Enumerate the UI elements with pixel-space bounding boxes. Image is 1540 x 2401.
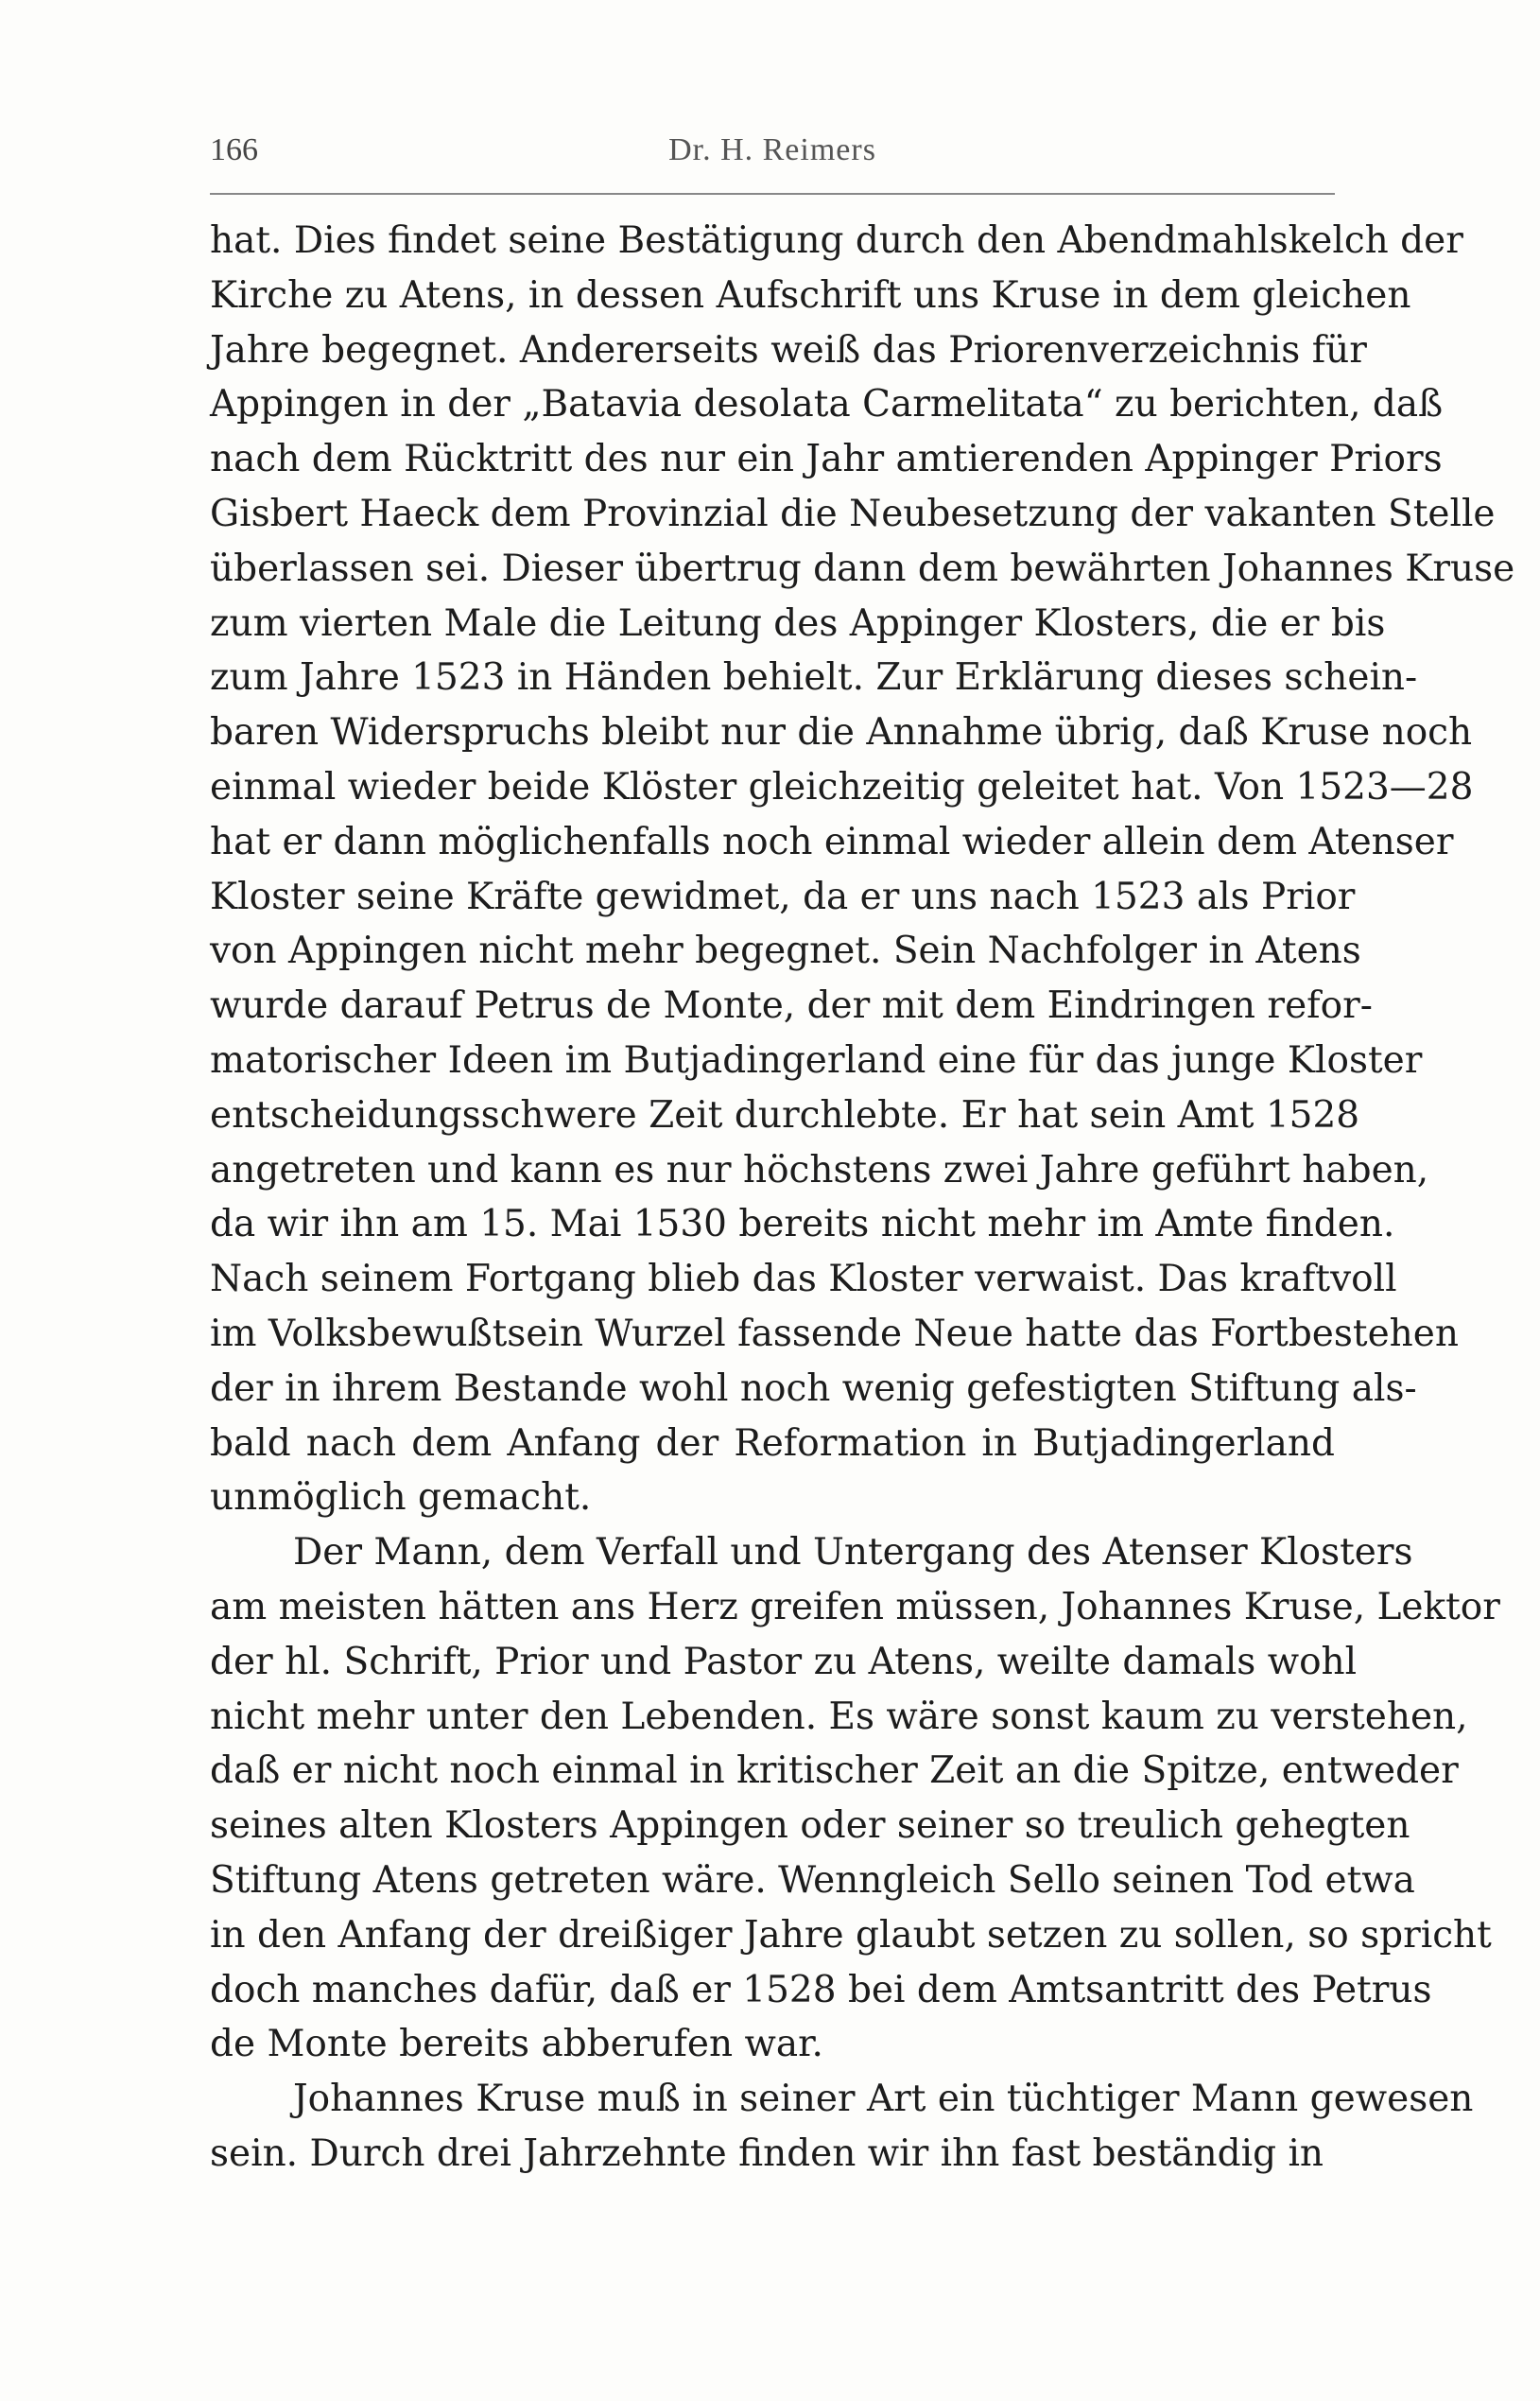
body-text [210,214,1515,2182]
text-line: hat. Dies findet seine Bestätigung durch den Abendmahlskelch der [210,219,1463,262]
text-line: überlassen sei. Dieser übertrug dann dem bewährten Johannes Kruse [210,547,1515,590]
text-line: unmöglich gemacht. [210,1476,592,1520]
text-line: am meisten hätten ans Herz greifen müssen, Johannes Kruse, Lektor [210,1585,1500,1628]
text-line: Der Mann, dem Verfall und Untergang des Atenser Klosters [293,1531,1413,1575]
text-line: wurde darauf Petrus de Monte, der mit dem Eindringen refor- [210,984,1373,1028]
running-head: Dr. H. Reimers [668,132,876,167]
text-line: im Volksbewußtsein Wurzel fassende Neue hatte das Fortbestehen [210,1312,1459,1355]
text-line: der hl. Schrift, Prior und Pastor zu Atens, weilte damals wohl [210,1640,1358,1683]
text-line: einmal wieder beide Klöster gleichzeitig geleitet hat. Von 1523—28 [210,765,1474,809]
text-line: in den Anfang der dreißiger Jahre glaubt setzen zu sollen, so spricht [210,1913,1492,1957]
text-line: sein. Durch drei Jahrzehnte finden wir ihn fast beständig in [210,2131,1324,2175]
text-line: angetreten und kann es nur höchstens zwei Jahre geführt haben, [210,1148,1429,1192]
text-line: entscheidungsschwere Zeit durchlebte. Er hat sein Amt 1528 [210,1093,1360,1137]
text-line: Gisbert Haeck dem Provinzial die Neubesetzung der vakanten Stelle [210,492,1496,535]
text-line: bald nach dem Anfang der Reformation in Butjadingerland [210,1421,1335,1465]
text-line: zum vierten Male die Leitung des Appinger Klosters, die er bis [210,601,1386,645]
text-line: daß er nicht noch einmal in kritischer Zeit an die Spitze, entweder [210,1749,1459,1793]
text-line: Kirche zu Atens, in dessen Aufschrift uns Kruse in dem gleichen [210,273,1411,317]
text-line: hat er dann möglichenfalls noch einmal wieder allein dem Atenser [210,820,1454,863]
text-line: zum Jahre 1523 in Händen behielt. Zur Erklärung dieses schein- [210,656,1418,700]
text-line: Jahre begegnet. Andererseits weiß das Priorenverzeichnis für [210,328,1367,372]
text-line: baren Widerspruchs bleibt nur die Annahme übrig, daß Kruse noch [210,711,1473,755]
text-line: Johannes Kruse muß in seiner Art ein tüchtiger Mann gewesen [293,2078,1474,2121]
text-line: doch manches dafür, daß er 1528 bei dem Amtsantritt des Petrus [210,1968,1432,2011]
text-line: Appingen in der „Batavia desolata Carmelitata“ zu berichten, daß [210,383,1444,426]
text-line: von Appingen nicht mehr begegnet. Sein Nachfolger in Atens [210,930,1361,973]
text-line: da wir ihn am 15. Mai 1530 bereits nicht mehr im Amte finden. [210,1203,1395,1246]
header-rule [210,193,1335,195]
text-line: Kloster seine Kräfte gewidmet, da er uns nach 1523 als Prior [210,875,1356,918]
text-line: Nach seinem Fortgang blieb das Kloster verwaist. Das kraftvoll [210,1258,1397,1301]
text-line: Stiftung Atens getreten wäre. Wenngleich Sello seinen Tod etwa [210,1858,1415,1902]
text-line: nach dem Rücktritt des nur ein Jahr amtierenden Appinger Priors [210,438,1443,481]
text-line: nicht mehr unter den Lebenden. Es wäre sonst kaum zu verstehen, [210,1695,1468,1738]
page-number: 166 [210,132,258,167]
text-line: seines alten Klosters Appingen oder seiner so treulich gehegten [210,1804,1410,1848]
page-header [210,132,1335,189]
text-line: matorischer Ideen im Butjadingerland eine für das junge Kloster [210,1038,1423,1082]
text-line: de Monte bereits abberufen war. [210,2023,823,2066]
text-line: der in ihrem Bestande wohl noch wenig gefestigten Stiftung als- [210,1366,1417,1410]
